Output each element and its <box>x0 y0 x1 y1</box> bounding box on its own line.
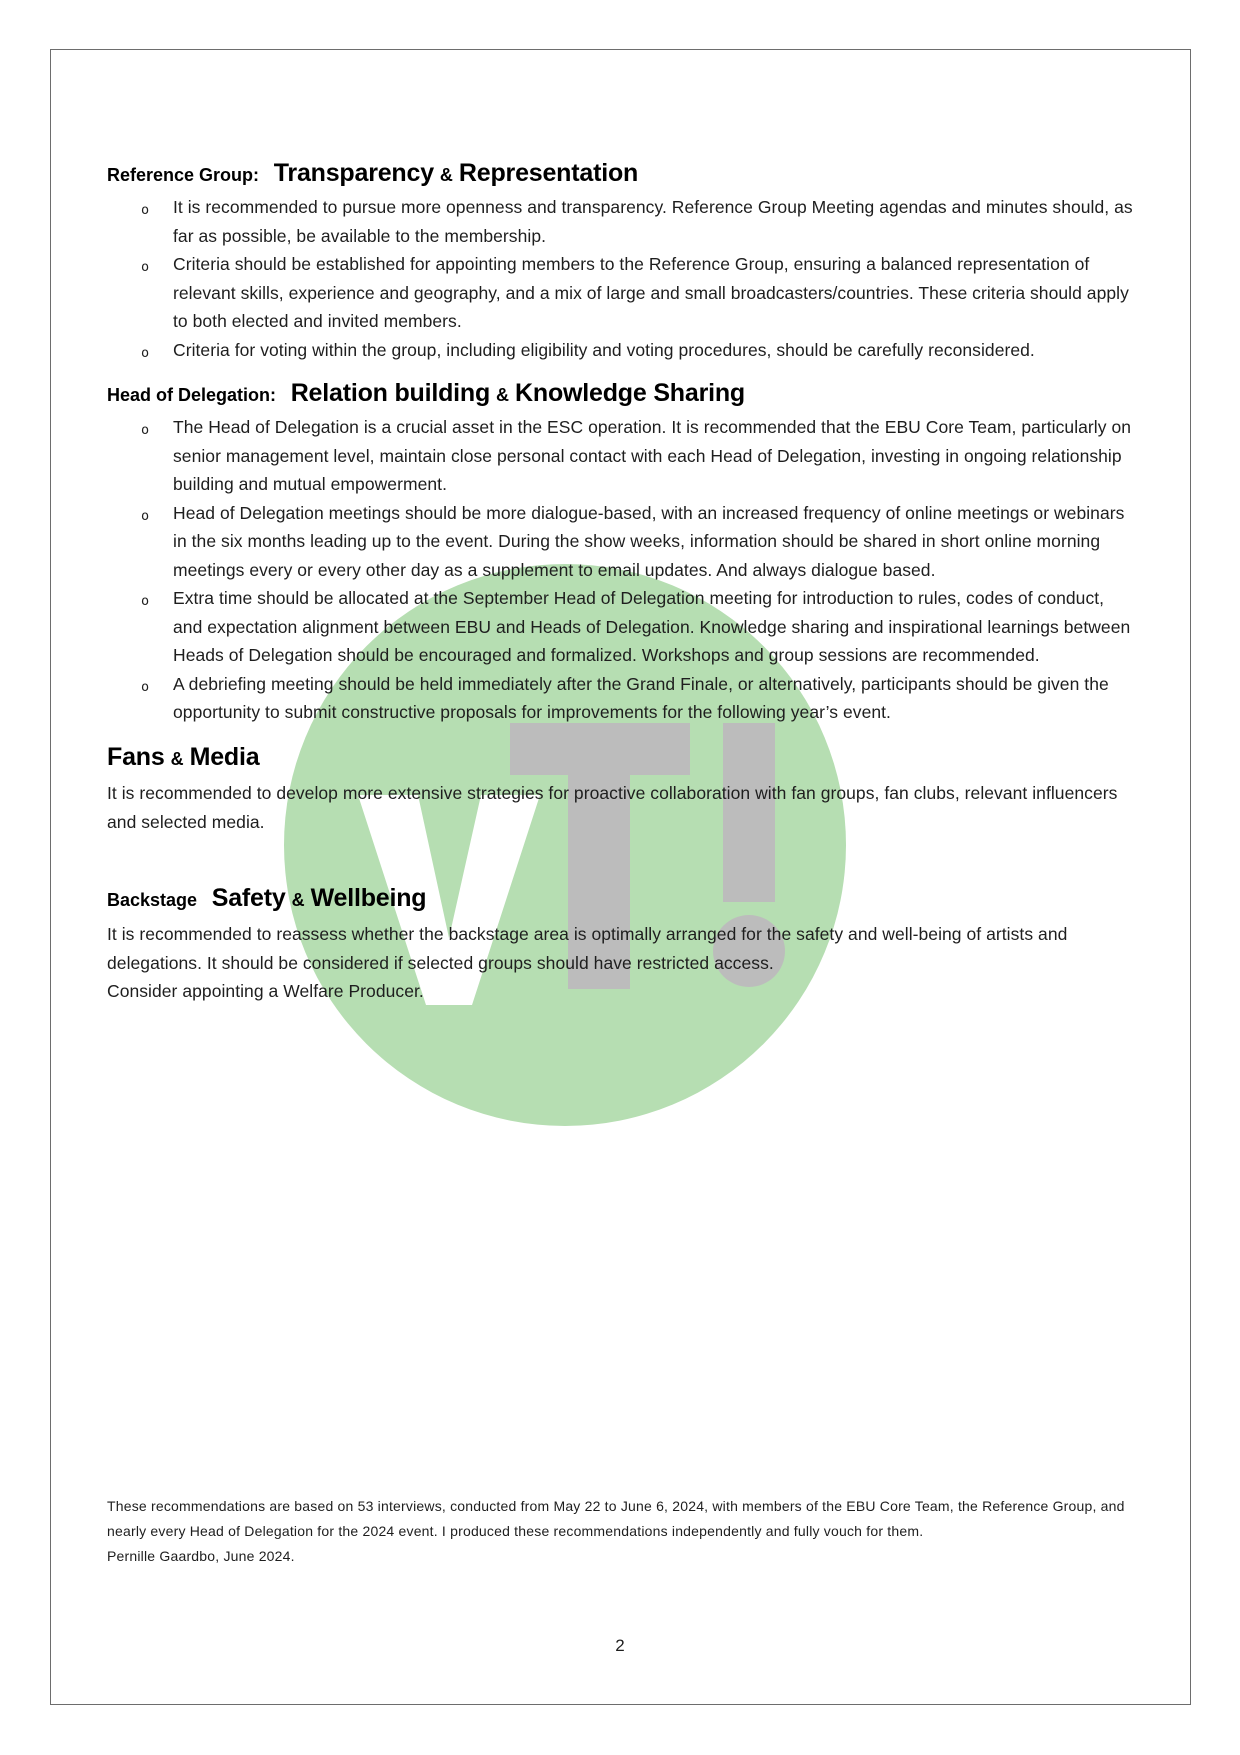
bullet-marker: o <box>141 259 150 275</box>
bullet-text: A debriefing meeting should be held immediately after the Grand Finale, or alternatively, participants should be given the opportunity to submit constructive proposals for improvements for the following year’s event. <box>173 673 1109 722</box>
section-title-part: Fans <box>107 743 165 771</box>
section-title-part: Safety <box>211 884 286 912</box>
section-title-part: & <box>496 385 510 405</box>
bullet-marker: o <box>141 422 150 438</box>
section-title <box>107 744 259 771</box>
bullet-marker: o <box>141 202 150 218</box>
section-title-part: & <box>291 890 305 910</box>
section <box>107 158 1133 364</box>
section-paragraph: Consider appointing a Welfare Producer. <box>107 981 424 1001</box>
section-paragraph: It is recommended to reassess whether the backstage area is optimally arranged for the safety and well-being of artists and delegations. It should be considered if selected groups should have restricted access. <box>107 924 1068 973</box>
section <box>107 742 1133 836</box>
section-label: Backstage <box>107 890 198 910</box>
footer-signature: Pernille Gaardbo, June 2024. <box>107 1548 295 1564</box>
bullet-text: Criteria for voting within the group, including eligibility and voting procedures, should be carefully reconsidered. <box>173 339 1035 360</box>
bullet-item <box>107 413 1133 499</box>
section-title-part: Relation building <box>290 379 491 407</box>
bullet-item <box>107 193 1133 250</box>
bullet-item <box>107 250 1133 336</box>
bullet-marker: o <box>141 593 150 609</box>
bullet-marker: o <box>141 678 150 695</box>
section-label: Reference Group: <box>107 165 260 185</box>
section-title-part: Transparency <box>273 159 434 187</box>
section-title-part: & <box>439 165 453 185</box>
paragraph-list <box>107 779 1133 836</box>
bullet-item <box>107 336 1133 365</box>
bullet-text: It is recommended to pursue more openness and transparency. Reference Group Meeting agendas and minutes should, as far as possible, be available to the membership. <box>173 197 1133 246</box>
bullet-list <box>107 413 1133 727</box>
paragraph-list <box>107 920 1133 1006</box>
bullet-item <box>107 499 1133 585</box>
section-heading <box>107 158 1133 190</box>
section-paragraph: It is recommended to develop more extensive strategies for proactive collaboration with fan groups, fan clubs, relevant influencers and selected media. <box>107 783 1118 832</box>
bullet-item <box>107 670 1133 727</box>
bullet-marker: o <box>141 507 150 524</box>
section-heading <box>107 378 1133 410</box>
section-title <box>274 160 638 187</box>
bullet-text: Extra time should be allocated at the September Head of Delegation meeting for introduction to rules, codes of conduct, and expectation alignment between EBU and Heads of Delegation. Knowledge sharing and inspirational learnings between Heads of Delegation should be encouraged and formalized. Workshops and group sessions are recommended. <box>173 588 1131 665</box>
section <box>107 378 1133 727</box>
bullet-item <box>107 584 1133 670</box>
section-title-part: & <box>170 749 184 769</box>
section-title-part: Media <box>189 743 260 771</box>
bullet-text: The Head of Delegation is a crucial asset in the ESC operation. It is recommended that the EBU Core Team, particularly on senior management level, maintain close personal contact with each Head of Delegation, investing in ongoing relationship building and mutual empowerment. <box>173 417 1132 494</box>
bullet-text: Criteria should be established for appointing members to the Reference Group, ensuring a balanced representation of relevant skills, experience and geography, and a mix of large and small broadcasters/countries. These criteria should apply to both elected and invited members. <box>173 254 1129 331</box>
section-label: Head of Delegation: <box>107 385 277 405</box>
page-number: 2 <box>615 1636 625 1655</box>
footer <box>107 1494 1133 1569</box>
bullet-list <box>107 193 1133 364</box>
bullet-text: Head of Delegation meetings should be more dialogue-based, with an increased frequency of online meetings or webinars in the six months leading up to the event. During the show weeks, information should be shared in short online morning meetings every or every other day as a supplement to email updates. And always dialogue based. <box>173 502 1125 580</box>
section-heading <box>107 742 1133 774</box>
section-title-part: Representation <box>458 159 639 187</box>
bullet-marker: o <box>141 344 150 361</box>
section <box>107 883 1133 1006</box>
footer-note: These recommendations are based on 53 interviews, conducted from May 22 to June 6, 2024, with members of the EBU Core Team, the Reference Group, and nearly every Head of Delegation for the 2024 event. I produced these recommendations independently and fully vouch for them. <box>107 1498 1125 1539</box>
section-title <box>212 885 427 912</box>
section-title-part: Knowledge Sharing <box>515 379 745 407</box>
section-heading <box>107 883 1133 915</box>
section-title-part: Wellbeing <box>310 884 427 912</box>
section-title <box>291 380 745 407</box>
